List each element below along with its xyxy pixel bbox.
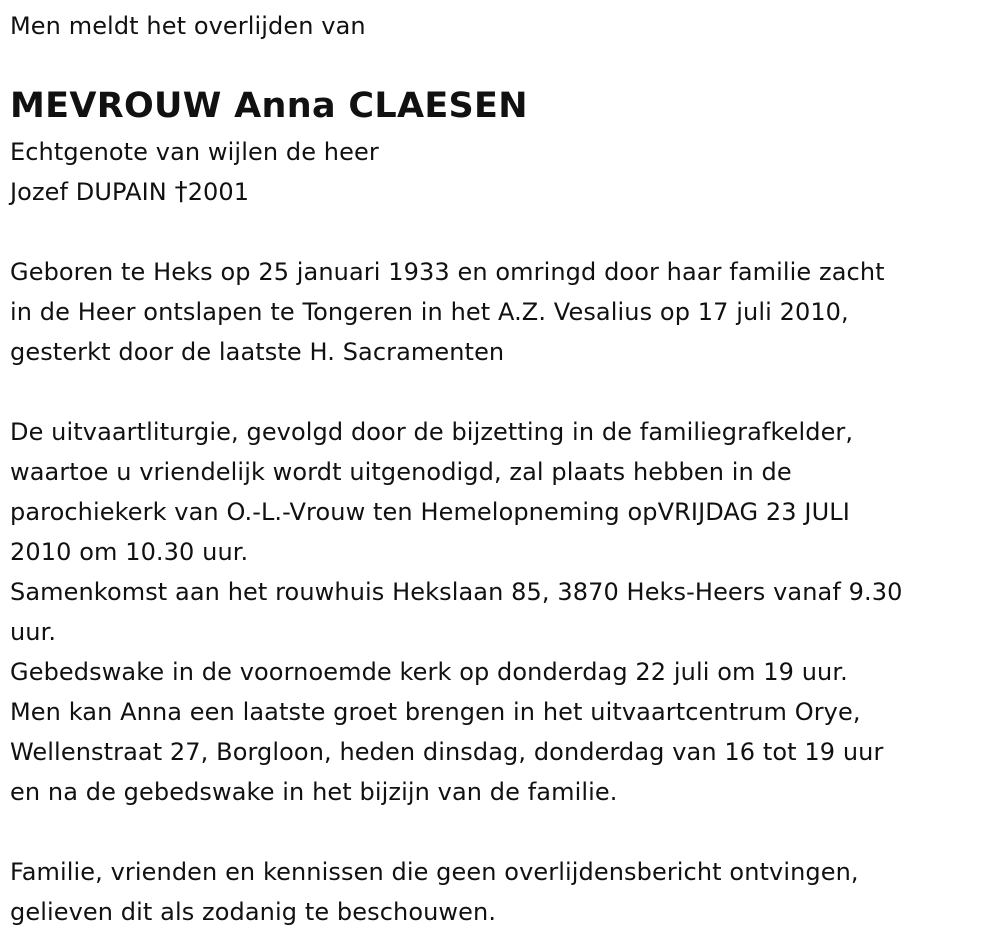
deceased-name: MEVROUW Anna CLAESEN — [10, 86, 528, 126]
paragraph-line: uur. — [10, 618, 57, 646]
obituary-notice — [10, 6, 995, 932]
paragraph-line: Wellenstraat 27, Borgloon, heden dinsdag, donderdag van 16 tot 19 uur — [10, 738, 884, 766]
paragraph-line: in de Heer ontslapen te Tongeren in het A.Z. Vesalius op 17 juli 2010, — [10, 298, 849, 326]
paragraph-line: parochiekerk van O.-L.-Vrouw ten Hemelopneming opVRIJDAG 23 JULI — [10, 498, 850, 526]
paragraph-line: Gebedswake in de voornoemde kerk op donderdag 22 juli om 19 uur. — [10, 658, 848, 686]
cross-icon: † — [174, 177, 188, 207]
birth-paragraph — [10, 252, 995, 372]
paragraph-line: gesterkt door de laatste H. Sacramenten — [10, 338, 505, 366]
paragraph-line: en na de gebedswake in het bijzijn van de familie. — [10, 778, 618, 806]
spacer — [10, 372, 995, 412]
paragraph-line: gelieven dit als zodanig te beschouwen. — [10, 898, 497, 926]
paragraph-line: Geboren te Heks op 25 januari 1933 en omringd door haar familie zacht — [10, 258, 885, 286]
paragraph-line: Familie, vrienden en kennissen die geen overlijdensbericht ontvingen, — [10, 858, 859, 886]
spacer — [10, 812, 995, 852]
paragraph-line: Samenkomst aan het rouwhuis Hekslaan 85, 3870 Heks-Heers vanaf 9.30 — [10, 578, 903, 606]
paragraph-line: Men kan Anna een laatste groet brengen in het uitvaartcentrum Orye, — [10, 698, 861, 726]
funeral-paragraph — [10, 412, 995, 812]
closing-paragraph — [10, 852, 995, 932]
spouse-name-line — [10, 172, 995, 212]
spouse-name: Jozef DUPAIN — [10, 178, 175, 206]
paragraph-line: 2010 om 10.30 uur. — [10, 538, 249, 566]
spacer — [10, 212, 995, 252]
spouse-line: Echtgenote van wijlen de heer — [10, 138, 379, 166]
spouse-death-year: 2001 — [187, 178, 250, 206]
paragraph-line: De uitvaartliturgie, gevolgd door de bijzetting in de familiegrafkelder, — [10, 418, 854, 446]
paragraph-line: waartoe u vriendelijk wordt uitgenodigd, zal plaats hebben in de — [10, 458, 792, 486]
intro-text: Men meldt het overlijden van — [10, 12, 366, 40]
